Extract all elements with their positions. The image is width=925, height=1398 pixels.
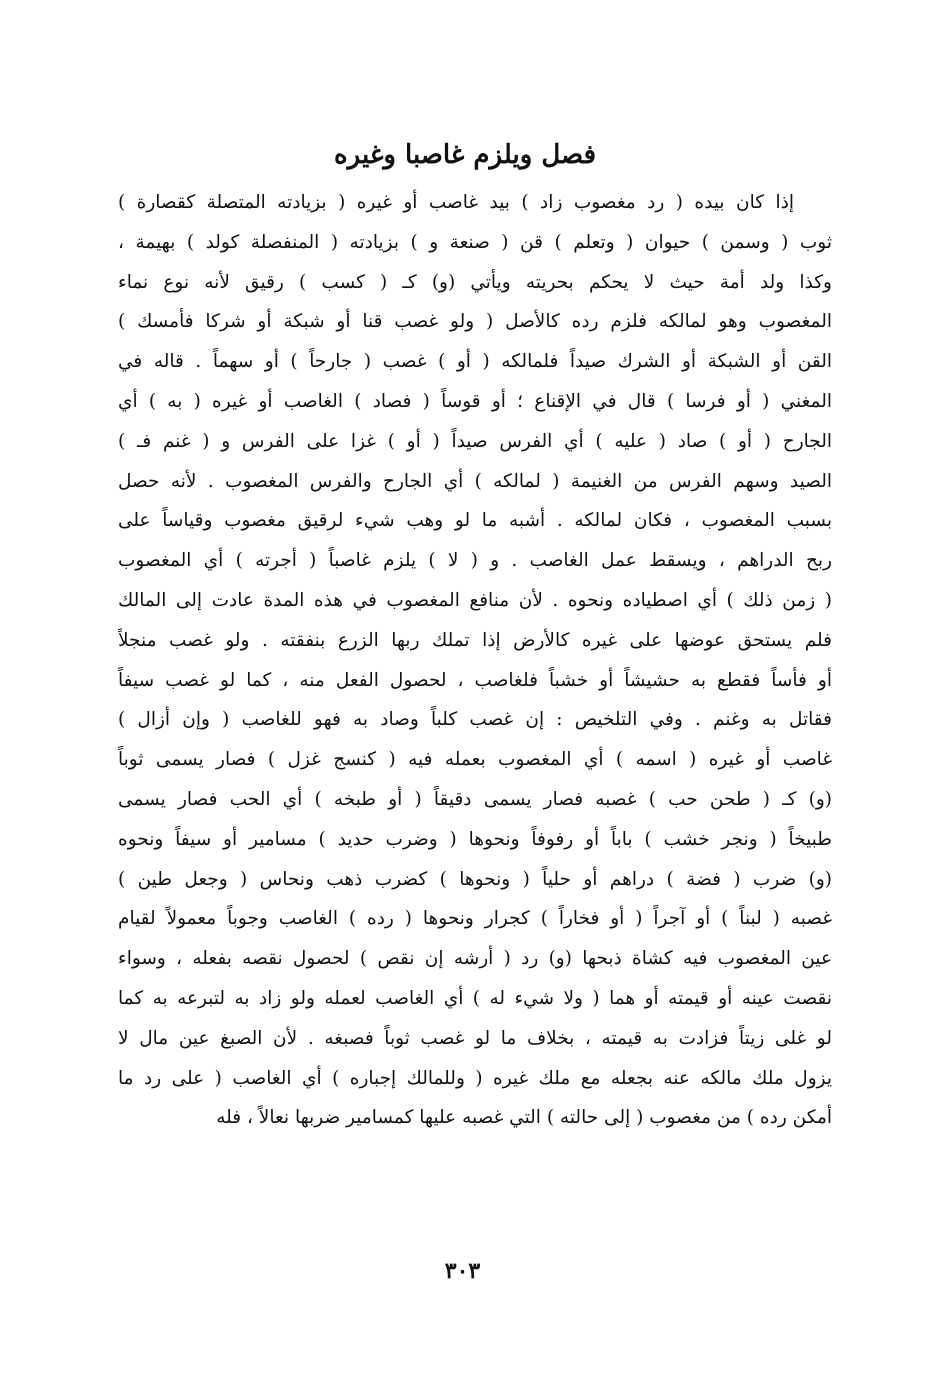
body-text (118, 183, 832, 1138)
text-line: لو غلى زيتاً فزادت به قيمته ، بخلاف ما لو غصب ثوباً فصبغه . لأن الصبغ عين مال لا (118, 1027, 832, 1049)
text-line: يزول ملك مالكه عنه بجعله مع ملك غيره ( وللمالك إجباره ) أي الغاصب ( على رد ما (118, 1067, 832, 1089)
text-line: القن أو الشبكة أو الشرك صيداً فلمالكه ( أو ) غصب ( جارحاً ) أو سهماً . قاله في (118, 351, 832, 373)
text-line: المغصوب وهو لمالكه فلزم رده كالأصل ( ولو غصب قنا أو شبكة أو شركا فأمسك ) (118, 311, 832, 333)
text-line: ربح الدراهم ، ويسقط عمل الغاصب . و ( لا ) يلزم غاصباً ( أجرته ) أي المغصوب (118, 550, 832, 572)
page-number: ٣٠٣ (444, 1258, 481, 1284)
section-title: فصل ويلزم غاصبا وغيره (334, 140, 596, 170)
text-line: نقصت عينه أو قيمته أو هما ( ولا شيء له ) أي الغاصب لعمله ولو زاد به لتبرعه به كما (118, 987, 832, 1009)
text-line: عين المغصوب فيه كشاة ذبحها (و) رد ( أرشه إن نقص ) لحصول نقصه بفعله ، وسواء (118, 948, 832, 970)
text-line: الجارح ( أو ) صاد ( عليه ) أي الفرس صيداً ( أو ) غزا على الفرس و ( غنم فـ ) (118, 430, 832, 452)
text-line: إذا كان بيده ( رد مغصوب زاد ) بيد غاصب أو غيره ( بزيادته المتصلة كقصارة ) (118, 192, 794, 213)
text-line: فقاتل به وغنم . وفي التلخيص : إن غصب كلباً وصاد به فهو للغاصب ( وإن أزال ) (118, 709, 832, 731)
text-line: بسبب المغصوب ، فكان لمالكه . أشبه ما لو وهب شيء لرقيق مغصوب وقياساً على (118, 510, 832, 532)
text-line: غاصب أو غيره ( اسمه ) أي المغصوب بعمله فيه ( كنسج غزل ) فصار يسمى ثوباً (118, 749, 832, 771)
text-line: فلم يستحق عوضها على غيره كالأرض إذا تملك ربها الزرع بنفقته . ولو غصب منجلاً (118, 629, 832, 651)
text-line: ( زمن ذلك ) أي اصطياده ونحوه . لأن منافع المغصوب في هذه المدة عادت إلى المالك (118, 589, 832, 611)
text-line: أمكن رده ) من مغصوب ( إلى حالته ) التي غصبه عليها كمسامير ضربها نعالاً ، فله (216, 1107, 832, 1129)
text-line: المغني ( أو فرسا ) قال في الإقناع ؛ أو قوساً ( فصاد ) الغاصب أو غيره ( به ) أي (118, 390, 832, 412)
text-line: (و) ضرب ( فضة ) دراهم أو حلياً ( ونحوها ) كضرب ذهب ونحاس ( وجعل طين ) (118, 868, 832, 890)
text-line: وكذا ولد أمة حيث لا يحكم بحريته ويأتي (و) كـ ( كسب ) رقيق لأنه نوع نماء (118, 271, 832, 293)
text-line: غصبه ( لبناً ) أو آجراً ( أو فخاراً ) كجرار ونحوها ( رده ) الغاصب وجوباً معمولاً لقيام (118, 908, 832, 930)
text-line: (و) كـ ( طحن حب ) غصبه فصار يسمى دقيقاً ( أو طبخه ) أي الحب فصار يسمى (118, 788, 832, 810)
text-line: أو فأساً فقطع به حشيشاً أو خشباً فلغاصب ، لحصول الفعل منه ، كما لو غصب سيفاً (118, 669, 832, 691)
text-line: ثوب ( وسمن ) حيوان ( وتعلم ) قن ( صنعة و ) بزيادته ( المنفصلة كولد ) بهيمة ، (118, 231, 832, 253)
text-line: الصيد وسهم الفرس من الغنيمة ( لمالكه ) أي الجارح والفرس المغصوب . لأنه حصل (118, 470, 832, 492)
text-line: طبيخاً ( ونجر خشب ) باباً أو رفوفاً ونحوها ( وضرب حديد ) مسامير أو سيفاً ونحوه (118, 828, 832, 850)
